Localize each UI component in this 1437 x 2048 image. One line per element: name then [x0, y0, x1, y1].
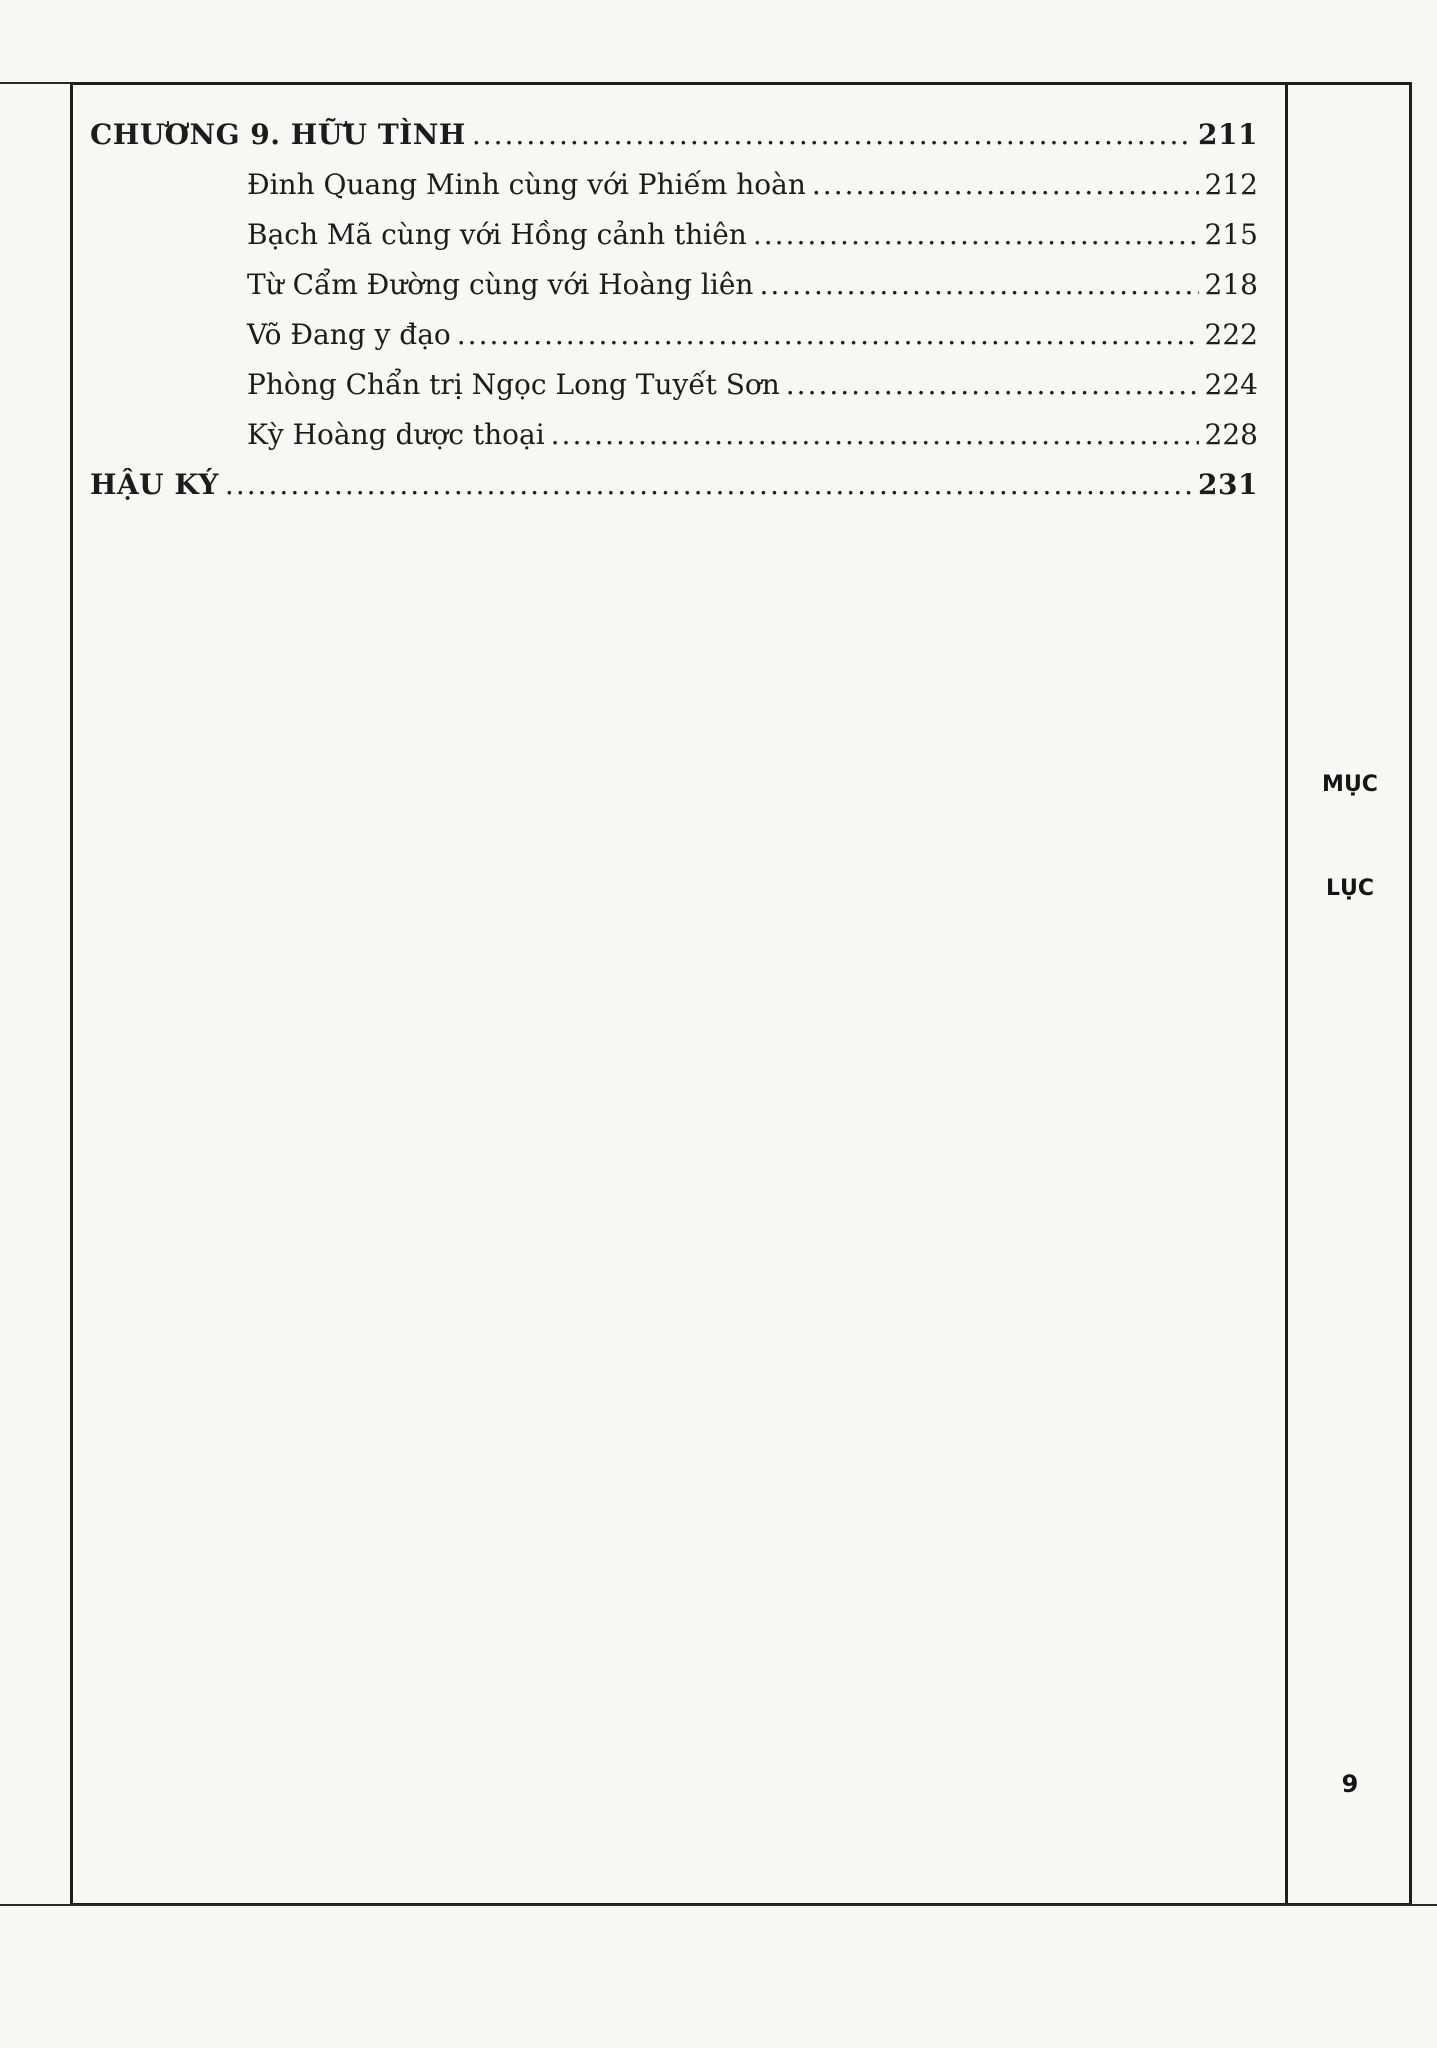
toc-entry-title: CHƯƠNG 9. HỮU TÌNH — [90, 118, 466, 151]
toc-leader-dots — [225, 460, 1192, 510]
toc-leader-dots — [812, 160, 1199, 210]
table-of-contents — [90, 110, 1258, 510]
toc-entry-page: 231 — [1198, 468, 1258, 501]
frame-top-rule — [0, 82, 72, 84]
toc-entry-page: 218 — [1204, 268, 1258, 301]
toc-entry[interactable] — [90, 260, 1258, 310]
toc-leader-dots — [457, 310, 1199, 360]
toc-entry[interactable] — [90, 160, 1258, 210]
toc-entry[interactable] — [90, 310, 1258, 360]
toc-entry-title: Đinh Quang Minh cùng với Phiếm hoàn — [247, 168, 806, 201]
toc-leader-dots — [551, 410, 1199, 460]
toc-entry-title: Kỳ Hoàng dược thoại — [247, 418, 545, 451]
toc-entry-title: Từ Cẩm Đường cùng với Hoàng liên — [247, 268, 754, 301]
toc-leader-dots — [472, 110, 1192, 160]
toc-entry-page: 224 — [1204, 368, 1258, 401]
toc-entry-title: Bạch Mã cùng với Hồng cảnh thiên — [247, 218, 747, 251]
toc-leader-dots — [786, 360, 1199, 410]
toc-leader-dots — [753, 210, 1199, 260]
toc-entry-page: 228 — [1204, 418, 1258, 451]
toc-entry-title: Võ Đang y đạo — [247, 318, 451, 351]
page-number: 9 — [1341, 1770, 1359, 1798]
frame-bottom-rule — [0, 1904, 1437, 1906]
toc-entry-page: 215 — [1204, 218, 1258, 251]
side-label-muc: MỤC — [1322, 772, 1378, 797]
toc-entry-title: HẬU KÝ — [90, 468, 219, 501]
toc-entry-page: 211 — [1198, 118, 1258, 151]
toc-entry-chapter-9[interactable] — [90, 110, 1258, 160]
toc-entry-page: 222 — [1204, 318, 1258, 351]
toc-entry[interactable] — [90, 360, 1258, 410]
frame-side-divider — [1285, 82, 1288, 1906]
toc-entry-hau-ky[interactable] — [90, 460, 1258, 510]
toc-entry-page: 212 — [1204, 168, 1258, 201]
toc-entry-title: Phòng Chẩn trị Ngọc Long Tuyết Sơn — [247, 368, 780, 401]
toc-leader-dots — [759, 260, 1198, 310]
toc-entry[interactable] — [90, 410, 1258, 460]
side-label-luc: LỤC — [1325, 876, 1375, 901]
toc-entry[interactable] — [90, 210, 1258, 260]
